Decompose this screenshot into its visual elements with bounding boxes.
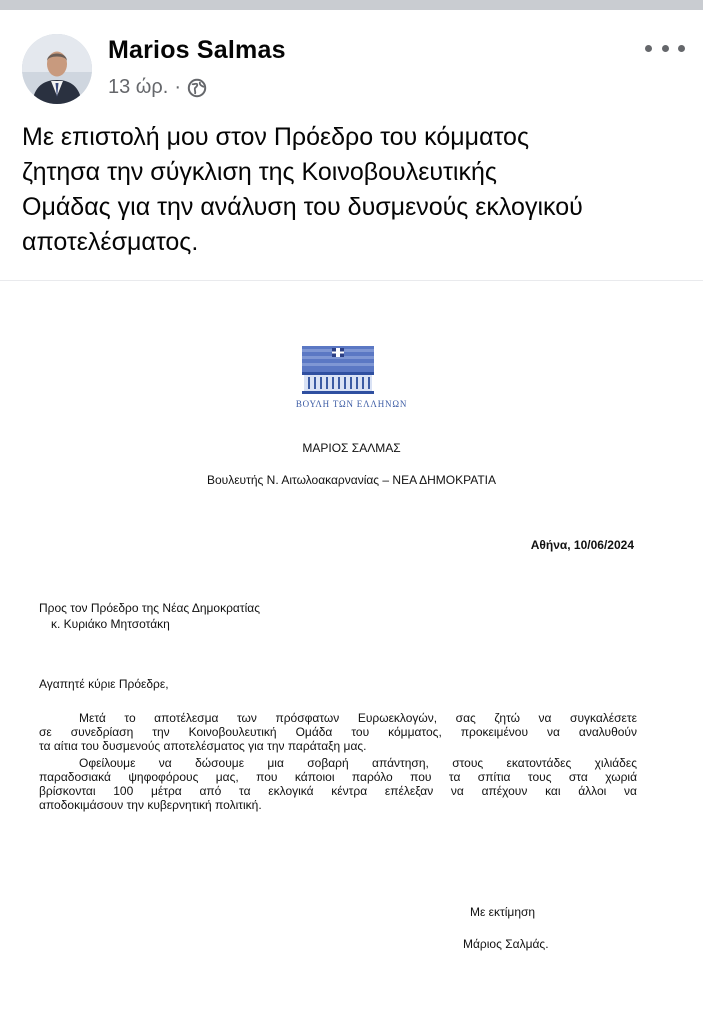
more-options-icon[interactable] bbox=[645, 38, 685, 58]
parliament-emblem-icon bbox=[302, 346, 374, 396]
post-author-name[interactable]: Marios Salmas bbox=[108, 36, 286, 64]
more-dot bbox=[662, 45, 669, 52]
closing: Με εκτίμηση bbox=[470, 905, 536, 919]
salutation: Αγαπητέ κύριε Πρόεδρε, bbox=[39, 677, 169, 691]
top-separator-bar bbox=[0, 0, 703, 10]
more-dot bbox=[678, 45, 685, 52]
post-text-line: Ομάδας για την ανάλυση του δυσμενούς εκλογικού bbox=[22, 193, 583, 221]
recipient-line: Προς τον Πρόεδρο της Νέας Δημοκρατίας bbox=[39, 601, 260, 615]
post-text-line: αποτελέσματος. bbox=[22, 228, 199, 256]
avatar[interactable] bbox=[22, 34, 92, 104]
sender-title: Βουλευτής Ν. Αιτωλοακαρνανίας – ΝΕΑ ΔΗΜΟΚΡΑΤΙΑ bbox=[206, 473, 497, 487]
globe-icon[interactable] bbox=[187, 78, 207, 98]
signature: Μάριος Σαλμάς. bbox=[463, 937, 549, 951]
more-dot bbox=[645, 45, 652, 52]
letter-paragraph bbox=[39, 711, 637, 753]
paragraph-line: Μετά το αποτέλεσμα των πρόσφατων Ευρωεκλογών, σας ζητώ να συγκαλέσετε bbox=[79, 711, 637, 725]
attached-letter-image[interactable] bbox=[0, 282, 703, 1024]
post-divider bbox=[0, 280, 703, 281]
paragraph-line: τα αίτια του δυσμενούς αποτελέσματος για την παράταξη μας. bbox=[39, 739, 367, 753]
post-meta bbox=[108, 76, 207, 99]
sender-name: ΜΑΡΙΟΣ ΣΑΛΜΑΣ bbox=[302, 441, 401, 455]
letter-paragraph bbox=[39, 756, 637, 812]
post-text-line: Με επιστολή μου στον Πρόεδρο του κόμματος bbox=[22, 123, 530, 151]
paragraph-line: αποδοκιμάσουν την κυβερνητική πολιτική. bbox=[39, 798, 262, 812]
place-date: Αθήνα, 10/06/2024 bbox=[530, 538, 634, 552]
avatar-image bbox=[22, 34, 92, 104]
post-timestamp[interactable]: 13 ώρ. bbox=[108, 76, 169, 98]
paragraph-line: σε συνεδρίαση την Κοινοβουλευτική Ομάδα του κόμματος, προκειμένου να αναλυθούν bbox=[39, 725, 637, 739]
paragraph-line: Οφείλουμε να δώσουμε μια σοβαρή απάντηση, στους εκατοντάδες χιλιάδες bbox=[79, 756, 637, 770]
meta-separator: · bbox=[174, 76, 182, 98]
post-text-line: ζητησα την σύγκλιση της Κοινοβουλευτικής bbox=[22, 158, 497, 186]
paragraph-line: παραδοσιακά ψηφοφόρους μας, που κάποιοι παρόλο που τα σπίτια τους στα χωριά bbox=[39, 770, 637, 784]
recipient-line: κ. Κυριάκο Μητσοτάκη bbox=[51, 617, 170, 631]
post-header bbox=[0, 10, 703, 110]
emblem-caption: ΒΟΥΛΗ ΤΩΝ ΕΛΛΗΝΩΝ bbox=[295, 399, 408, 409]
paragraph-line: βρίσκονται 100 μέτρα από τα εκλογικά κέντρα επέλεξαν να απέχουν και άλλοι να bbox=[39, 784, 637, 798]
post-text bbox=[22, 120, 692, 260]
